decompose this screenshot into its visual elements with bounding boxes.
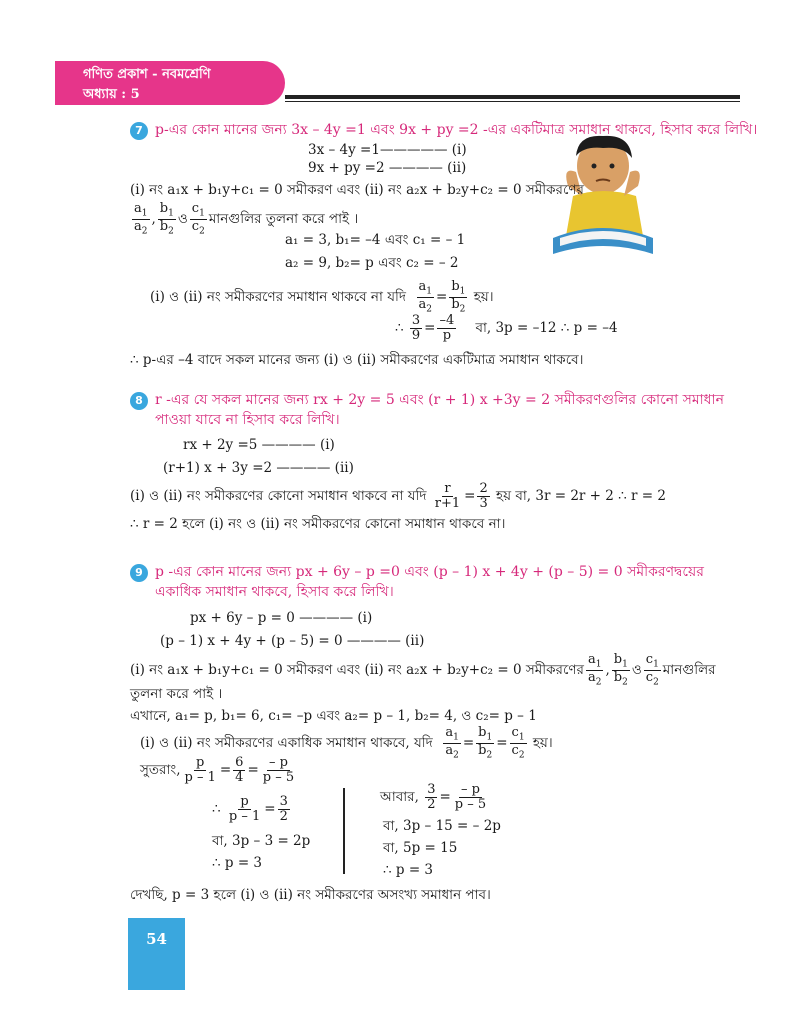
page-number: 54: [146, 930, 167, 948]
q9-right-step-4: ∴ p = 3: [383, 862, 434, 878]
q9-condition-end: হয়।: [532, 735, 553, 752]
q8-condition-text: (i) ও (ii) নং সমীকরণের কোনো সমাধান থাকবে না যদি: [130, 488, 427, 505]
q9-right-step-3: বা, 5p = 15: [383, 840, 458, 856]
ratio-b: $b_1$ $b_2$: [159, 201, 174, 237]
q7-ratio-row: $a_1$ $a_2$ , $b_1$ $b_2$ ও $c_1$ $c_2$ মানগুলির তুলনা করে পাই ।: [134, 201, 359, 237]
q9-right-step-1: আবার, 3 2 = – p p – 5: [380, 782, 487, 812]
chapter-header: [55, 61, 285, 105]
q9-compare-end: মানগুলির: [662, 662, 716, 679]
q9-compare-line-2: তুলনা করে পাই ।: [130, 686, 223, 702]
q9-question-line-2: একাধিক সমাধান থাকবে, হিসাব করে লিখি।: [155, 584, 394, 600]
q7-conclusion: ∴ p-এর –4 বাদে সকল মানের জন্য (i) ও (ii) সমীকরণের একটিমাত্র সমাধান থাকবে।: [130, 352, 584, 368]
q8-condition-row: (i) ও (ii) নং সমীকরণের কোনো সমাধান থাকবে না যদি r r+1 = 2 3 হয় বা, 3r = 2r + 2 ∴ r = 2: [130, 481, 666, 511]
question-number-badge: 8: [130, 392, 148, 410]
q7-equation-2: 9x + py =2 ———— (ii): [308, 160, 467, 176]
q8-question-line-1: r -এর যে সকল মানের জন্য rx + 2y = 5 এবং (r + 1) x +3y = 2 সমীকরণগুলির কোনো সমাধান: [155, 392, 724, 408]
q7-coefficients-1: a₁ = 3, b₁= –4 এবং c₁ = – 1: [285, 232, 466, 248]
header-rule-thin: [285, 101, 740, 102]
q9-again-label: আবার,: [380, 789, 419, 806]
q9-left-step-1: ∴ p p – 1 = 3 2: [212, 794, 288, 824]
question-number-badge: 7: [130, 122, 148, 140]
ratio-a: $a_1$ $a_2$: [134, 201, 148, 237]
q7-coefficients-2: a₂ = 9, b₂= p এবং c₂ = – 2: [285, 255, 459, 271]
q7-equation-1: 3x – 4y =1————— (i): [308, 142, 467, 158]
q9-question-line-1: p -এর কোন মানের জন্য px + 6y – p =0 এবং (p – 1) x + 4y + (p – 5) = 0 সমীকরণদ্বয়ের: [155, 564, 704, 580]
book-title: গণিত প্রকাশ - নবমশ্রেণি: [83, 67, 211, 82]
q9-so-row: সুতরাং, p p – 1 = 6 4 = – p p – 5: [140, 755, 295, 785]
q9-condition-text: (i) ও (ii) নং সমীকরণের একাধিক সমাধান থাকবে, যদি: [140, 735, 433, 752]
q8-question-line-2: পাওয়া যাবে না হিসাব করে লিখি।: [155, 412, 340, 428]
q8-conclusion: ∴ r = 2 হলে (i) নং ও (ii) নং সমীকরণের কোনো সমাধান থাকবে না।: [130, 516, 506, 532]
q9-values: এখানে, a₁= p, b₁= 6, c₁= –p এবং a₂= p – 1, b₂= 4, ও c₂= p – 1: [130, 708, 537, 724]
q9-equation-2: (p – 1) x + 4y + (p – 5) = 0 ———— (ii): [160, 633, 425, 649]
q9-right-step-2: বা, 3p – 15 = – 2p: [383, 818, 501, 834]
q7-condition-text: (i) ও (ii) নং সমীকরণের সমাধান থাকবে না যদি: [150, 289, 406, 306]
q9-so-label: সুতরাং,: [140, 762, 181, 779]
ratio-c: $c_1$ $c_2$: [191, 201, 205, 237]
q9-condition-row: (i) ও (ii) নং সমীকরণের একাধিক সমাধান থাকবে, যদি $a_1$ $a_2$ = $b_1$ $b_2$ = $c_1$ $c_2$ হয়।: [140, 725, 553, 761]
question-number-badge: 9: [130, 564, 148, 582]
q9-equation-1: px + 6y – p = 0 ———— (i): [190, 610, 373, 626]
q9-conclusion: দেখছি, p = 3 হলে (i) ও (ii) নং সমীকরণের অসংখ্য সমাধান পাব।: [130, 887, 491, 903]
column-divider: [343, 788, 345, 874]
header-rule-thick: [285, 95, 740, 99]
q7-calc-tail: বা, 3p = –12 ∴ p = –4: [475, 320, 618, 337]
chapter-label: অধ্যায় : 5: [83, 87, 140, 102]
q7-compare-text: (i) নং a₁x + b₁y+c₁ = 0 সমীকরণ এবং (ii) নং a₂x + b₂y+c₂ = 0 সমীকরণের: [130, 182, 584, 198]
q9-left-step-3: ∴ p = 3: [212, 855, 263, 871]
q9-left-step-2: বা, 3p – 3 = 2p: [212, 833, 311, 849]
page-number-box: [128, 918, 185, 990]
q8-condition-tail: হয় বা, 3r = 2r + 2 ∴ r = 2: [496, 488, 666, 505]
q7-condition-row: (i) ও (ii) নং সমীকরণের সমাধান থাকবে না যদি $a_1$ $a_2$ = $b_1$ $b_2$ হয়।: [150, 279, 494, 315]
q8-equation-2: (r+1) x + 3y =2 ———— (ii): [163, 460, 354, 476]
q7-question: p-এর কোন মানের জন্য 3x – 4y =1 এবং 9x + py =2 -এর একটিমাত্র সমাধান থাকবে, হিসাব করে লিখি।: [155, 122, 758, 138]
q8-equation-1: rx + 2y =5 ———— (i): [183, 437, 335, 453]
q9-compare-text: (i) নং a₁x + b₁y+c₁ = 0 সমীকরণ এবং (ii) নং a₂x + b₂y+c₂ = 0 সমীকরণের: [130, 662, 584, 679]
q7-calculation-row: ∴ 3 9 = –4 p বা, 3p = –12 ∴ p = –4: [395, 313, 618, 343]
q7-condition-end: হয়।: [473, 289, 494, 306]
q9-compare-row: (i) নং a₁x + b₁y+c₁ = 0 সমীকরণ এবং (ii) নং a₂x + b₂y+c₂ = 0 সমীকরণের $a_1$ $a_2$ , $b_1$ $b_2$ ও $c_1$ $c_2$ মানগুলির: [130, 652, 716, 688]
q7-compare-end: মানগুলির তুলনা করে পাই ।: [208, 211, 359, 228]
